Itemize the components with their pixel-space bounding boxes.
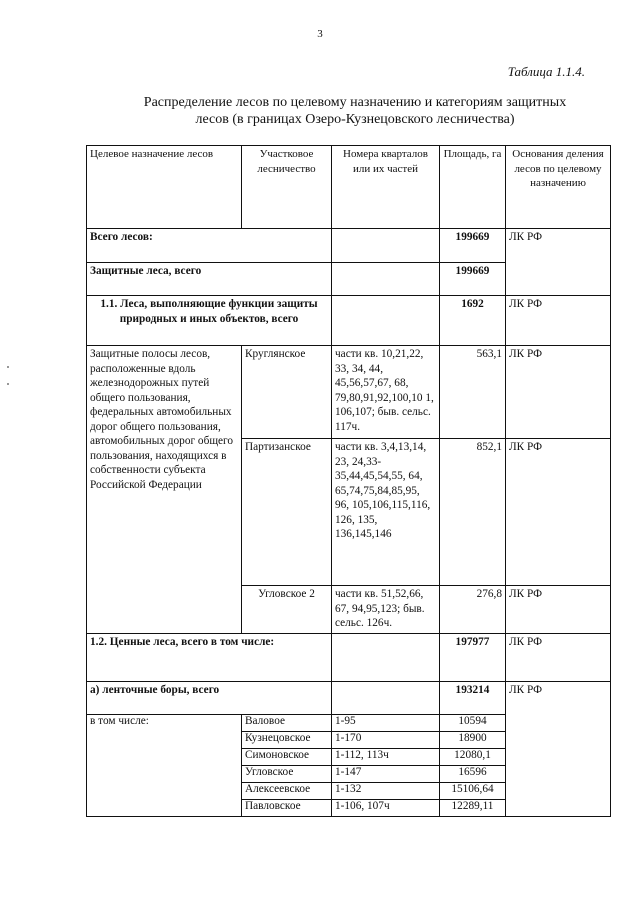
empty-cell bbox=[332, 296, 440, 346]
quarters-cell: части кв. 51,52,66, 67, 94,95,123; быв. сельс. 126ч. bbox=[332, 586, 440, 634]
basis-cell: ЛК РФ bbox=[506, 586, 611, 634]
total-label: Всего лесов: bbox=[87, 229, 332, 263]
district-cell: Кузнецовское bbox=[242, 732, 332, 749]
quarters-cell: части кв. 10,21,22, 33, 34, 44, 45,56,57,67, 68, 79,80,91,92,100,10 1, 106,107; быв. сельс. 117ч. bbox=[332, 346, 440, 439]
margin-speck bbox=[7, 366, 9, 368]
ribbon-forests-area: 193214 bbox=[440, 682, 506, 715]
district-cell: Угловское 2 bbox=[242, 586, 332, 634]
page-number: 3 bbox=[317, 28, 323, 40]
table-row bbox=[87, 682, 611, 715]
empty-cell bbox=[332, 634, 440, 682]
district-cell: Павловское bbox=[242, 800, 332, 817]
total-area: 199669 bbox=[440, 229, 506, 263]
table-reference: Таблица 1.1.4. bbox=[507, 64, 585, 79]
header-row bbox=[87, 146, 611, 229]
district-cell: Валовое bbox=[242, 715, 332, 732]
quarters-cell: 1-147 bbox=[332, 766, 440, 783]
margin-speck bbox=[7, 383, 9, 385]
protective-strips-label: Защитные полосы лесов, расположенные вдоль железнодорожных путей общего пользования, федеральных автомобильных дорог общего пользования, автомобильных дорог общего пользования, находящихся в собственности субъекта Российской Федерации bbox=[87, 346, 242, 634]
quarters-cell: 1-132 bbox=[332, 783, 440, 800]
area-cell: 852,1 bbox=[440, 439, 506, 586]
district-cell: Партизанское bbox=[242, 439, 332, 586]
table-row bbox=[87, 229, 611, 263]
quarters-cell: 1-95 bbox=[332, 715, 440, 732]
header-district: Участковое лесничество bbox=[242, 146, 332, 229]
district-cell: Круглянское bbox=[242, 346, 332, 439]
section-1-2-area: 197977 bbox=[440, 634, 506, 682]
forest-distribution-table bbox=[86, 145, 611, 817]
table-row bbox=[87, 296, 611, 346]
total-basis: ЛК РФ bbox=[506, 229, 611, 296]
title-line-2: лесов (в границах Озеро-Кузнецовского лесничества) bbox=[195, 112, 515, 127]
quarters-cell: 1-170 bbox=[332, 732, 440, 749]
area-cell: 276,8 bbox=[440, 586, 506, 634]
empty-cell bbox=[332, 229, 440, 263]
header-quarters: Номера кварталов или их частей bbox=[332, 146, 440, 229]
table-title bbox=[95, 94, 615, 128]
protective-label: Защитные леса, всего bbox=[87, 263, 332, 296]
ribbon-forests-label: а) ленточные боры, всего bbox=[87, 682, 332, 715]
section-1-1-area: 1692 bbox=[440, 296, 506, 346]
section-1-1-label: 1.1. Леса, выполняющие функции защиты природных и иных объектов, всего bbox=[87, 296, 332, 346]
ribbon-forests-basis: ЛК РФ bbox=[506, 682, 611, 817]
district-cell: Симоновское bbox=[242, 749, 332, 766]
quarters-cell: 1-112, 113ч bbox=[332, 749, 440, 766]
district-cell: Угловское bbox=[242, 766, 332, 783]
header-basis: Основания деления лесов по целевому назначению bbox=[506, 146, 611, 229]
quarters-cell: 1-106, 107ч bbox=[332, 800, 440, 817]
section-1-2-label: 1.2. Ценные леса, всего в том числе: bbox=[87, 634, 332, 682]
area-cell: 12289,11 bbox=[440, 800, 506, 817]
table-row bbox=[87, 634, 611, 682]
basis-cell: ЛК РФ bbox=[506, 439, 611, 586]
header-area: Площадь, га bbox=[440, 146, 506, 229]
protective-area: 199669 bbox=[440, 263, 506, 296]
table-row bbox=[87, 346, 611, 439]
section-1-2-basis: ЛК РФ bbox=[506, 634, 611, 682]
basis-cell: ЛК РФ bbox=[506, 346, 611, 439]
area-cell: 18900 bbox=[440, 732, 506, 749]
empty-cell bbox=[332, 263, 440, 296]
area-cell: 16596 bbox=[440, 766, 506, 783]
area-cell: 10594 bbox=[440, 715, 506, 732]
section-1-1-basis: ЛК РФ bbox=[506, 296, 611, 346]
including-label: в том числе: bbox=[87, 715, 242, 817]
area-cell: 15106,64 bbox=[440, 783, 506, 800]
quarters-cell: части кв. 3,4,13,14, 23, 24,33- 35,44,45,54,55, 64, 65,74,75,84,85,95, 96, 105,106,115,116, 126, 135, 136,145,146 bbox=[332, 439, 440, 586]
area-cell: 12080,1 bbox=[440, 749, 506, 766]
district-cell: Алексеевское bbox=[242, 783, 332, 800]
title-line-1: Распределение лесов по целевому назначению и категориям защитных bbox=[143, 95, 567, 110]
header-purpose: Целевое назначение лесов bbox=[87, 146, 242, 229]
empty-cell bbox=[332, 682, 440, 715]
area-cell: 563,1 bbox=[440, 346, 506, 439]
